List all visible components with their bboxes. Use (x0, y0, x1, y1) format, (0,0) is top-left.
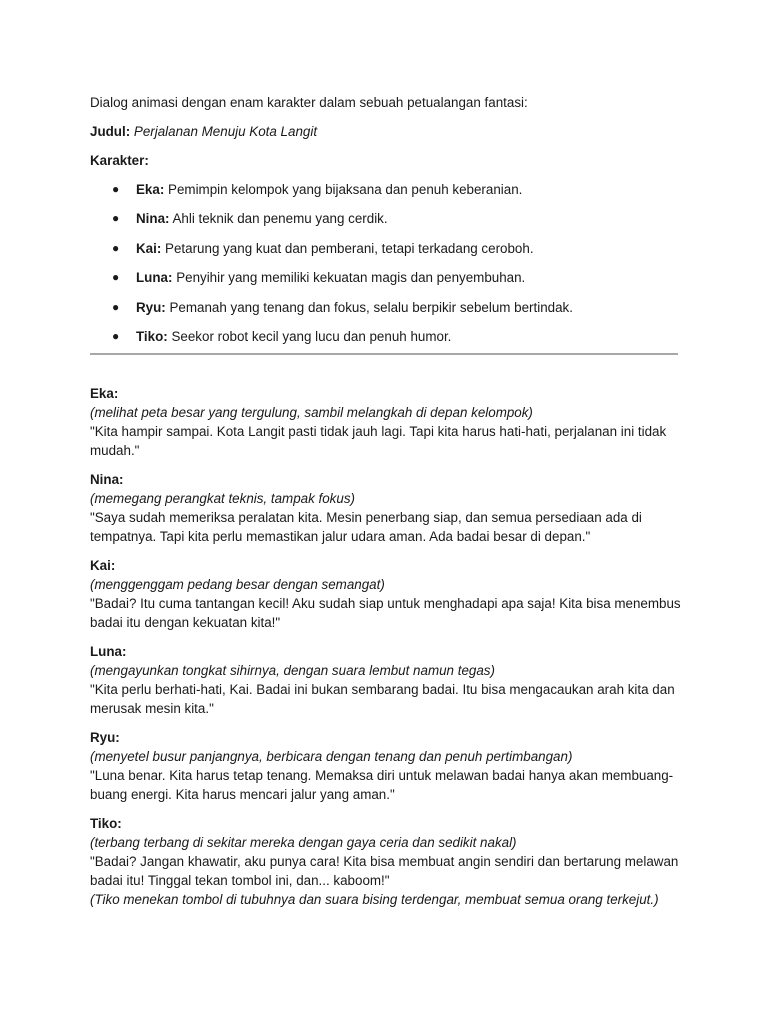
dialogue-line: "Saya sudah memeriksa peralatan kita. Mesin penerbang siap, dan semua persediaan ada di tempatnya. Tapi kita perlu memastikan jalur udara aman. Ada badai besar di depan." (90, 510, 642, 544)
closing-stage-direction: (Tiko menekan tombol di tubuhnya dan suara bising terdengar, membuat semua orang terkejut.) (90, 892, 659, 907)
list-item (90, 268, 573, 297)
dialogue-line: "Badai? Jangan khawatir, aku punya cara! Kita bisa membuat angin sendiri dan bertarung melawan badai itu! Tinggal tekan tombol ini, dan... kaboom!" (90, 854, 679, 888)
bullet-icon: ● (112, 299, 120, 314)
stage-direction: (menggenggam pedang besar dengan semangat) (90, 577, 385, 592)
dialogue-entry (90, 728, 690, 804)
character-name: Ryu: (136, 299, 166, 315)
stage-direction: (mengayunkan tongkat sihirnya, dengan suara lembut namun tegas) (90, 663, 495, 678)
dialogue-entry (90, 642, 690, 718)
characters-heading: Karakter: (90, 153, 149, 168)
character-desc: Pemanah yang tenang dan fokus, selalu berpikir sebelum bertindak. (169, 299, 573, 315)
dialogue-line: "Kita perlu berhati-hati, Kai. Badai ini bukan sembarang badai. Itu bisa mengacaukan arah kita dan merusak mesin kita." (90, 682, 675, 716)
speaker-name: Luna: (90, 644, 127, 659)
character-desc: Seekor robot kecil yang lucu dan penuh humor. (171, 328, 452, 344)
speaker-name: Kai: (90, 558, 116, 573)
character-desc: Penyihir yang memiliki kekuatan magis dan penyembuhan. (176, 270, 526, 286)
character-name: Kai: (136, 240, 162, 256)
character-desc: Ahli teknik dan penemu yang cerdik. (172, 211, 388, 227)
bullet-icon: ● (112, 328, 120, 343)
character-desc: Pemimpin kelompok yang bijaksana dan penuh keberanian. (168, 182, 523, 197)
stage-direction: (memegang perangkat teknis, tampak fokus) (90, 491, 355, 506)
stage-direction: (melihat peta besar yang tergulung, sambil melangkah di depan kelompok) (90, 405, 533, 420)
stage-direction: (menyetel busur panjangnya, berbicara dengan tenang dan penuh pertimbangan) (90, 749, 573, 764)
list-item (90, 239, 573, 268)
bullet-icon: ● (112, 211, 120, 226)
speaker-name: Ryu: (90, 730, 120, 745)
bullet-icon: ● (112, 240, 120, 255)
character-list (90, 180, 573, 356)
horizontal-rule (90, 353, 678, 355)
stage-direction: (terbang terbang di sekitar mereka dengan gaya ceria dan sedikit nakal) (90, 835, 517, 850)
dialogue-section (90, 384, 690, 919)
title-label: Judul: (90, 124, 131, 139)
dialogue-line: "Luna benar. Kita harus tetap tenang. Memaksa diri untuk melawan badai hanya akan membuang-buang energi. Kita harus mencari jalur yang aman." (90, 768, 674, 802)
list-item (90, 298, 573, 327)
character-name: Eka: (136, 182, 165, 197)
character-name: Nina: (136, 211, 170, 227)
dialogue-entry (90, 384, 690, 460)
speaker-name: Nina: (90, 472, 124, 487)
character-desc: Petarung yang kuat dan pemberani, tetapi terkadang ceroboh. (165, 240, 534, 256)
list-item (90, 327, 573, 356)
dialogue-entry (90, 556, 690, 632)
speaker-name: Eka: (90, 386, 119, 401)
intro-text: Dialog animasi dengan enam karakter dalam sebuah petualangan fantasi: (90, 95, 528, 110)
dialogue-line: "Badai? Itu cuma tantangan kecil! Aku sudah siap untuk menghadapi apa saja! Kita bisa menembus badai itu dengan kekuatan kita!" (90, 596, 681, 630)
character-name: Tiko: (136, 328, 168, 344)
dialogue-entry (90, 814, 690, 909)
dialogue-line: "Kita hampir sampai. Kota Langit pasti tidak jauh lagi. Tapi kita harus hati-hati, perjalanan ini tidak mudah." (90, 424, 667, 458)
speaker-name: Tiko: (90, 816, 122, 831)
bullet-icon: ● (112, 182, 120, 196)
character-name: Luna: (136, 270, 173, 286)
list-item (90, 209, 573, 238)
bullet-icon: ● (112, 270, 120, 285)
title-line (90, 122, 317, 141)
title-value: Perjalanan Menuju Kota Langit (133, 124, 318, 139)
dialogue-entry (90, 470, 690, 546)
list-item (90, 180, 573, 209)
